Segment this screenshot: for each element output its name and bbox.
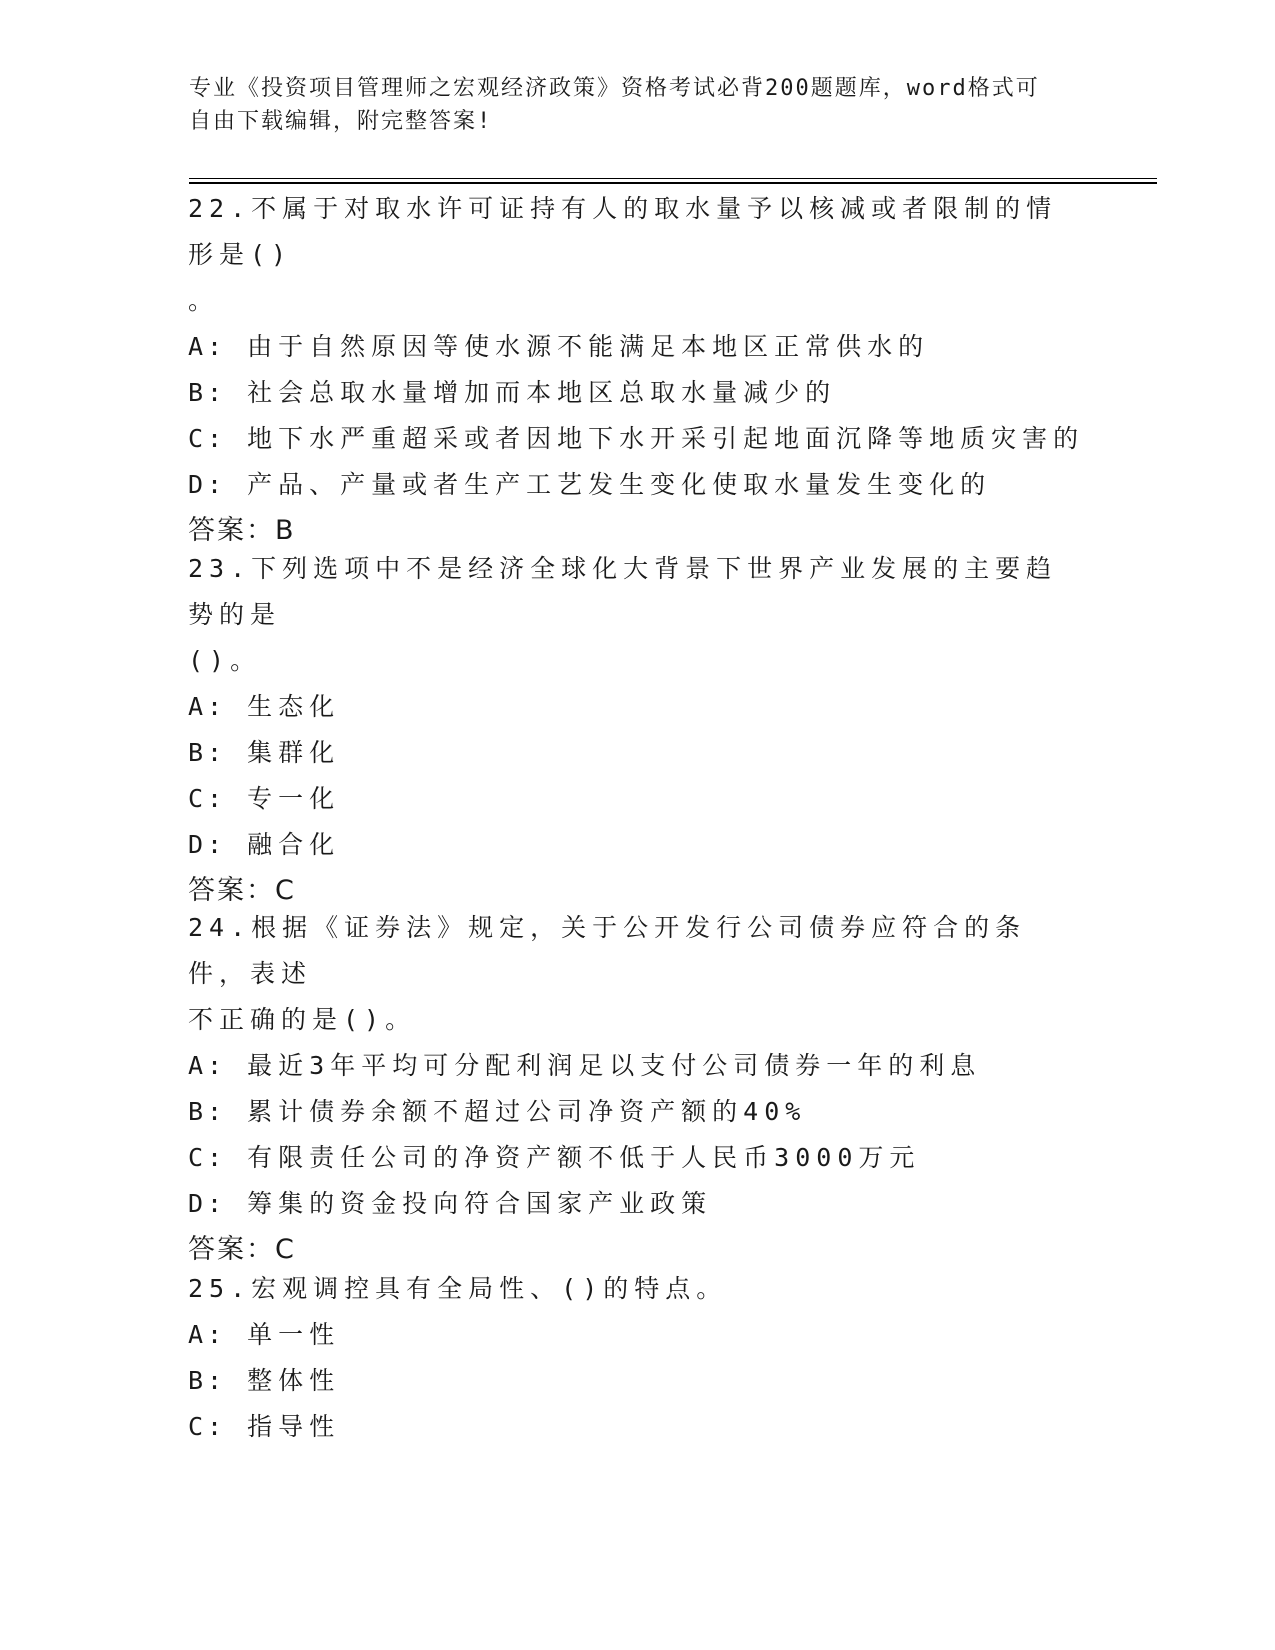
option-key: D: [188, 830, 227, 859]
option-text: 最近3年平均可分配利润足以支付公司债券一年的利息 [247, 1051, 982, 1080]
question-22 [188, 186, 1088, 554]
question-stem: 22.不属于对取水许可证持有人的取水量予以核减或者限制的情形是() [188, 194, 1058, 269]
question-stem: 24.根据《证券法》规定，关于公开发行公司债券应符合的条件，表述 [188, 913, 1027, 988]
option-key: B: [188, 738, 227, 767]
option-a [188, 684, 1088, 730]
option-key: B: [188, 1366, 227, 1395]
answer-line: 答案：B [188, 515, 296, 546]
header-divider-thin [189, 178, 1157, 179]
option-c [188, 1135, 1088, 1181]
question-23 [188, 546, 1088, 914]
option-text: 专一化 [247, 784, 341, 813]
option-key: C: [188, 424, 227, 453]
option-c [188, 416, 1088, 462]
question-25 [188, 1266, 1088, 1450]
option-text: 单一性 [247, 1320, 341, 1349]
option-text: 筹集的资金投向符合国家产业政策 [247, 1189, 713, 1218]
option-key: D: [188, 470, 227, 499]
option-d [188, 822, 1088, 868]
option-text: 地下水严重超采或者因地下水开采引起地面沉降等地质灾害的 [247, 424, 1085, 453]
option-b [188, 730, 1088, 776]
option-text: 指导性 [247, 1412, 341, 1441]
option-a [188, 324, 1088, 370]
question-stem: 25.宏观调控具有全局性、()的特点。 [188, 1274, 728, 1303]
document-header [189, 72, 1089, 138]
option-text: 社会总取水量增加而本地区总取水量减少的 [247, 378, 837, 407]
option-key: C: [188, 1412, 227, 1441]
header-line-1: 专业《投资项目管理师之宏观经济政策》资格考试必背200题题库，word格式可 [189, 76, 1040, 101]
answer-line: 答案：C [188, 875, 296, 906]
question-24 [188, 905, 1088, 1273]
option-text: 集群化 [247, 738, 341, 767]
option-text: 产品、产量或者生产工艺发生变化使取水量发生变化的 [247, 470, 992, 499]
option-c [188, 1404, 1088, 1450]
question-stem-continued: ()。 [188, 646, 262, 675]
header-line-2: 自由下载编辑，附完整答案! [189, 109, 493, 134]
option-key: A: [188, 332, 227, 361]
option-key: B: [188, 378, 227, 407]
option-text: 有限责任公司的净资产额不低于人民币3000万元 [247, 1143, 921, 1172]
option-c [188, 776, 1088, 822]
option-b [188, 1089, 1088, 1135]
option-a [188, 1043, 1088, 1089]
option-text: 累计债券余额不超过公司净资产额的40% [247, 1097, 807, 1126]
option-text: 生态化 [247, 692, 341, 721]
option-a [188, 1312, 1088, 1358]
option-d [188, 1181, 1088, 1227]
option-d [188, 462, 1088, 508]
option-text: 融合化 [247, 830, 341, 859]
question-stem-continued: 不正确的是()。 [188, 1005, 417, 1034]
option-key: A: [188, 1320, 227, 1349]
header-divider-thick [189, 182, 1157, 184]
answer-line: 答案：C [188, 1234, 296, 1265]
question-stem: 23.下列选项中不是经济全球化大背景下世界产业发展的主要趋势的是 [188, 554, 1058, 629]
option-text: 由于自然原因等使水源不能满足本地区正常供水的 [247, 332, 930, 361]
question-stem-continued: 。 [188, 286, 220, 315]
option-key: B: [188, 1097, 227, 1126]
option-key: C: [188, 1143, 227, 1172]
option-key: A: [188, 1051, 227, 1080]
option-text: 整体性 [247, 1366, 341, 1395]
option-key: C: [188, 784, 227, 813]
option-key: A: [188, 692, 227, 721]
option-b [188, 370, 1088, 416]
option-b [188, 1358, 1088, 1404]
option-key: D: [188, 1189, 227, 1218]
